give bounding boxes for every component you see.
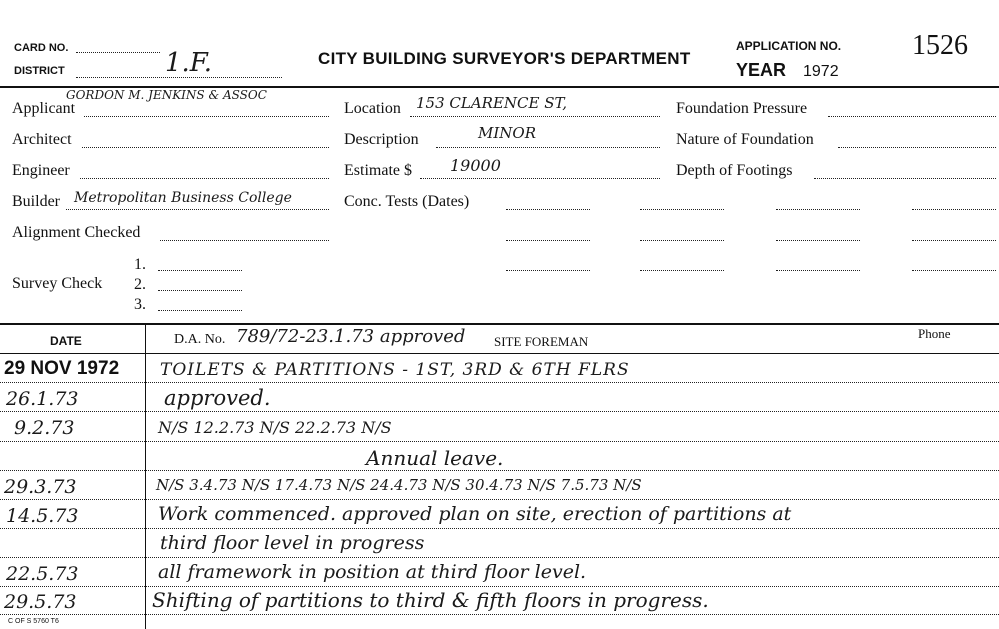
log-date: 26.1.73 [6,388,79,410]
log-date: 29.3.73 [4,476,77,498]
year-label: YEAR [736,60,787,80]
da-label: D.A. No. [174,332,226,347]
log-date: 29 NOV 1972 [4,358,120,379]
card-no-line [76,52,160,53]
row-sep-4 [0,470,999,471]
log-top-rule [0,323,999,325]
applicant-line [84,116,329,117]
applicant-value: GORDON M. JENKINS & ASSOC [66,88,267,102]
row-sep-6 [0,528,999,529]
site-foreman-label: SITE FOREMAN [494,334,589,349]
row-sep-9 [0,614,999,615]
survey-2: 2. [134,276,146,293]
log-header-rule [0,353,999,354]
district-value: 1.F. [165,48,213,78]
log-date: 29.5.73 [4,591,77,613]
survey-check-label: Survey Check [12,275,103,292]
conc-tests-label: Conc. Tests (Dates) [344,193,470,210]
application-no-label: APPLICATION NO. [736,39,842,53]
row-sep-7 [0,557,999,558]
engineer-line [80,178,329,179]
survey-1-line [158,270,242,271]
location-line [410,116,660,117]
log-entry: Annual leave. [366,446,504,470]
builder-label: Builder [12,193,60,210]
log-date: 14.5.73 [6,505,79,527]
location-label: Location [344,100,401,117]
log-entry: N/S 3.4.73 N/S 17.4.73 N/S 24.4.73 N/S 30.4.73 N/S 7.5.73 N/S [156,476,642,494]
estimate-value: 19000 [450,156,501,175]
conc-line-3c [776,270,860,271]
card-no-label: CARD NO. [14,42,69,54]
conc-line-2a [506,240,590,241]
alignment-label: Alignment Checked [12,224,141,241]
row-sep-1 [0,382,999,383]
log-entry: all framework in position at third floor level. [158,561,587,583]
row-sep-8 [0,586,999,587]
engineer-label: Engineer [12,162,70,179]
conc-line-1b [640,209,724,210]
phone-label: Phone [918,326,951,341]
estimate-line [420,178,660,179]
conc-line-3a [506,270,590,271]
year-value: 1972 [803,63,839,80]
nature-foundation-line [838,147,996,148]
alignment-line [160,240,329,241]
architect-label: Architect [12,131,72,148]
survey-3: 3. [134,296,146,313]
da-value: 789/72-23.1.73 approved [236,326,466,347]
form-code: C OF S 5760 T6 [8,618,59,625]
row-sep-3 [0,441,999,442]
builder-line [66,209,329,210]
conc-line-1a [506,209,590,210]
conc-line-1c [776,209,860,210]
log-entry: TOILETS & PARTITIONS - 1ST, 3RD & 6TH FLRS [160,360,630,380]
department-title: CITY BUILDING SURVEYOR'S DEPARTMENT [318,49,691,68]
date-column-divider [145,323,146,629]
log-entry: N/S 12.2.73 N/S 22.2.73 N/S [158,418,392,437]
log-entry: third floor level in progress [160,532,425,554]
conc-line-1d [912,209,996,210]
log-entry: approved. [164,386,271,410]
conc-line-2b [640,240,724,241]
survey-3-line [158,310,242,311]
nature-foundation-label: Nature of Foundation [676,131,814,148]
description-line [436,147,660,148]
estimate-label: Estimate $ [344,162,412,179]
conc-line-3d [912,270,996,271]
date-header: DATE [50,334,82,348]
log-date: 9.2.73 [14,417,75,439]
survey-2-line [158,290,242,291]
district-label: DISTRICT [14,65,65,77]
log-date: 22.5.73 [6,563,79,585]
foundation-pressure-label: Foundation Pressure [676,100,808,117]
depth-footings-line [814,178,996,179]
conc-line-2d [912,240,996,241]
survey-1: 1. [134,256,146,273]
location-value: 153 CLARENCE ST, [416,94,568,112]
conc-line-3b [640,270,724,271]
log-entry: Work commenced. approved plan on site, erection of partitions at [158,503,792,525]
row-sep-2 [0,411,999,412]
depth-footings-label: Depth of Footings [676,162,793,179]
foundation-pressure-line [828,116,996,117]
applicant-label: Applicant [12,100,76,117]
log-entry: Shifting of partitions to third & fifth floors in progress. [152,588,709,612]
description-value: MINOR [478,124,537,142]
conc-line-2c [776,240,860,241]
application-no-value: 1526 [912,30,968,61]
builder-value: Metropolitan Business College [74,190,292,206]
architect-line [82,147,329,148]
row-sep-5 [0,499,999,500]
description-label: Description [344,131,419,148]
